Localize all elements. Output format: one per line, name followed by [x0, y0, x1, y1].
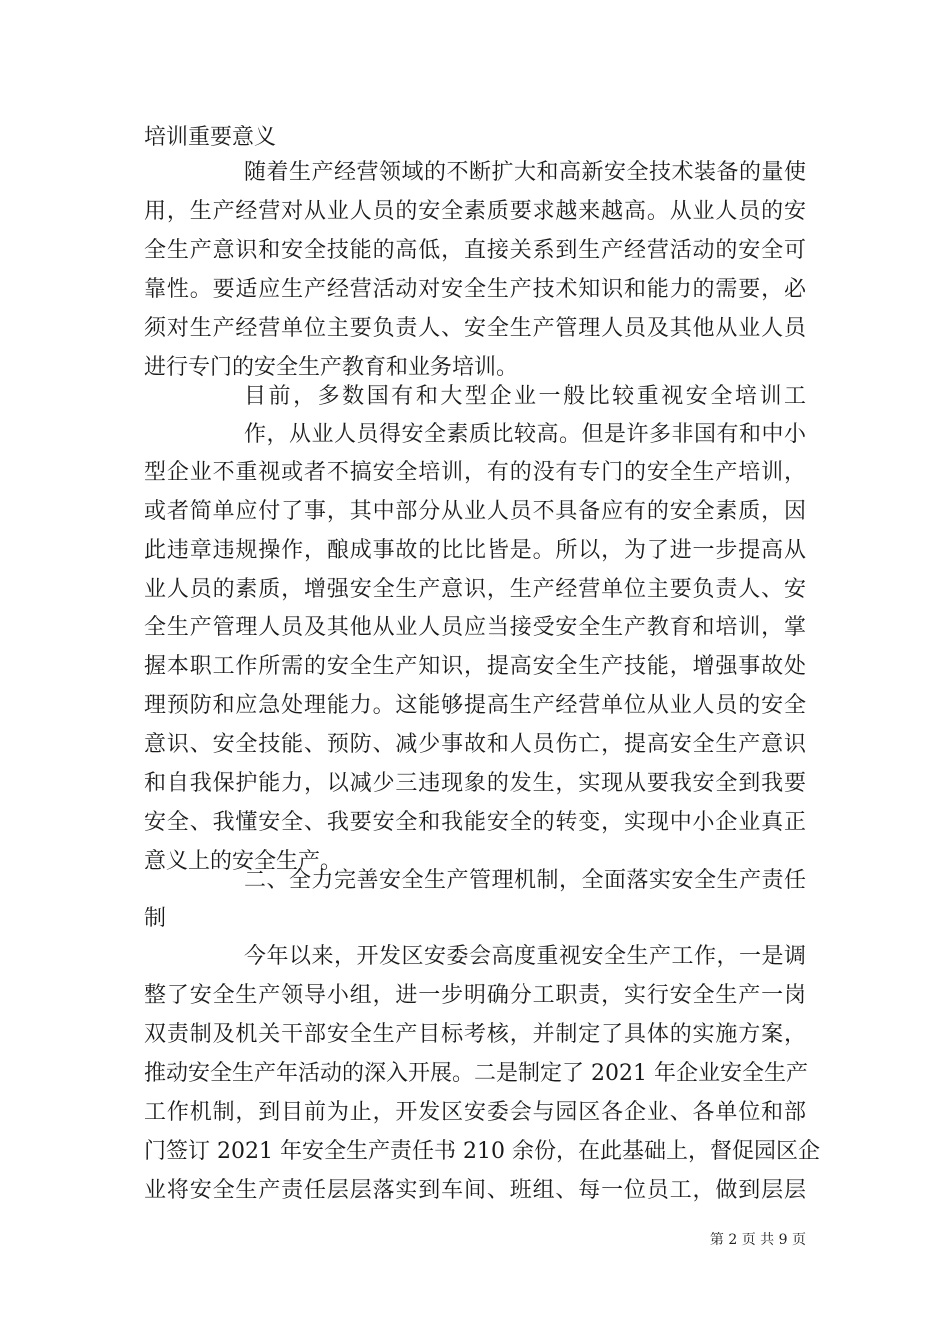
text-line: 随着生产经营领域的不断扩大和高新安全技术装备的量使 [244, 160, 806, 185]
text-line: 理预防和应急处理能力。这能够提高生产经营单位从业人员的安全 [144, 693, 806, 718]
section-heading-continuation: 制 [144, 906, 167, 931]
page-number-footer: 第 2 页 共 9 页 [709, 1232, 806, 1248]
text-line: 和自我保护能力，以减少三违现象的发生，实现从要我安全到我要 [144, 771, 806, 796]
text-line: 作，从业人员得安全素质比较高。但是许多非国有和中小 [244, 422, 806, 447]
text-line: 整了安全生产领导小组，进一步明确分工职责，实行安全生产一岗 [144, 983, 806, 1008]
text-line: 今年以来，开发区安委会高度重视安全生产工作，一是调 [244, 944, 806, 969]
section-heading: 二、全力完善安全生产管理机制，全面落实安全生产责任 [244, 868, 806, 893]
text-line: 全生产管理人员及其他从业人员应当接受安全生产教育和培训，掌 [144, 615, 806, 640]
text-line: 业人员的素质，增强安全生产意识，生产经营单位主要负责人、安 [144, 577, 806, 602]
text-line: 安全、我懂安全、我要安全和我能安全的转变，实现中小企业真正 [144, 810, 806, 835]
text-line: 意义上的安全生产。 [144, 849, 343, 874]
text-line: 须对生产经营单位主要负责人、安全生产管理人员及其他从业人员 [144, 316, 806, 341]
text-line: 或者简单应付了事，其中部分从业人员不具备应有的安全素质，因 [144, 499, 806, 524]
text-line: 此违章违规操作，酿成事故的比比皆是。所以，为了进一步提高从 [144, 538, 806, 563]
text-line: 推动安全生产年活动的深入开展。二是制定了 2021 年企业安全生产 [144, 1061, 808, 1086]
text-line: 目前，多数国有和大型企业一般比较重视安全培训工 [244, 384, 806, 409]
text-line: 工作机制，到目前为止，开发区安委会与园区各企业、各单位和部 [144, 1100, 806, 1125]
text-line: 型企业不重视或者不搞安全培训，有的没有专门的安全生产培训， [144, 460, 806, 485]
text-line: 意识、安全技能、预防、减少事故和人员伤亡，提高安全生产意识 [144, 732, 806, 757]
text-line: 业将安全生产责任层层落实到车间、班组、每一位员工，做到层层 [144, 1178, 806, 1203]
text-line: 全生产意识和安全技能的高低，直接关系到生产经营活动的安全可 [144, 238, 806, 263]
text-line: 门签订 2021 年安全生产责任书 210 余份，在此基础上，督促园区企 [144, 1139, 820, 1164]
text-line: 靠性。要适应生产经营活动对安全生产技术知识和能力的需要，必 [144, 277, 806, 302]
text-line: 进行专门的安全生产教育和业务培训。 [144, 355, 519, 380]
text-line: 用，生产经营对从业人员的安全素质要求越来越高。从业人员的安 [144, 199, 806, 224]
text-line: 双责制及机关干部安全生产目标考核，并制定了具体的实施方案， [144, 1022, 806, 1047]
text-line: 握本职工作所需的安全生产知识，提高安全生产技能，增强事故处 [144, 654, 806, 679]
text-line: 培训重要意义 [144, 125, 277, 150]
